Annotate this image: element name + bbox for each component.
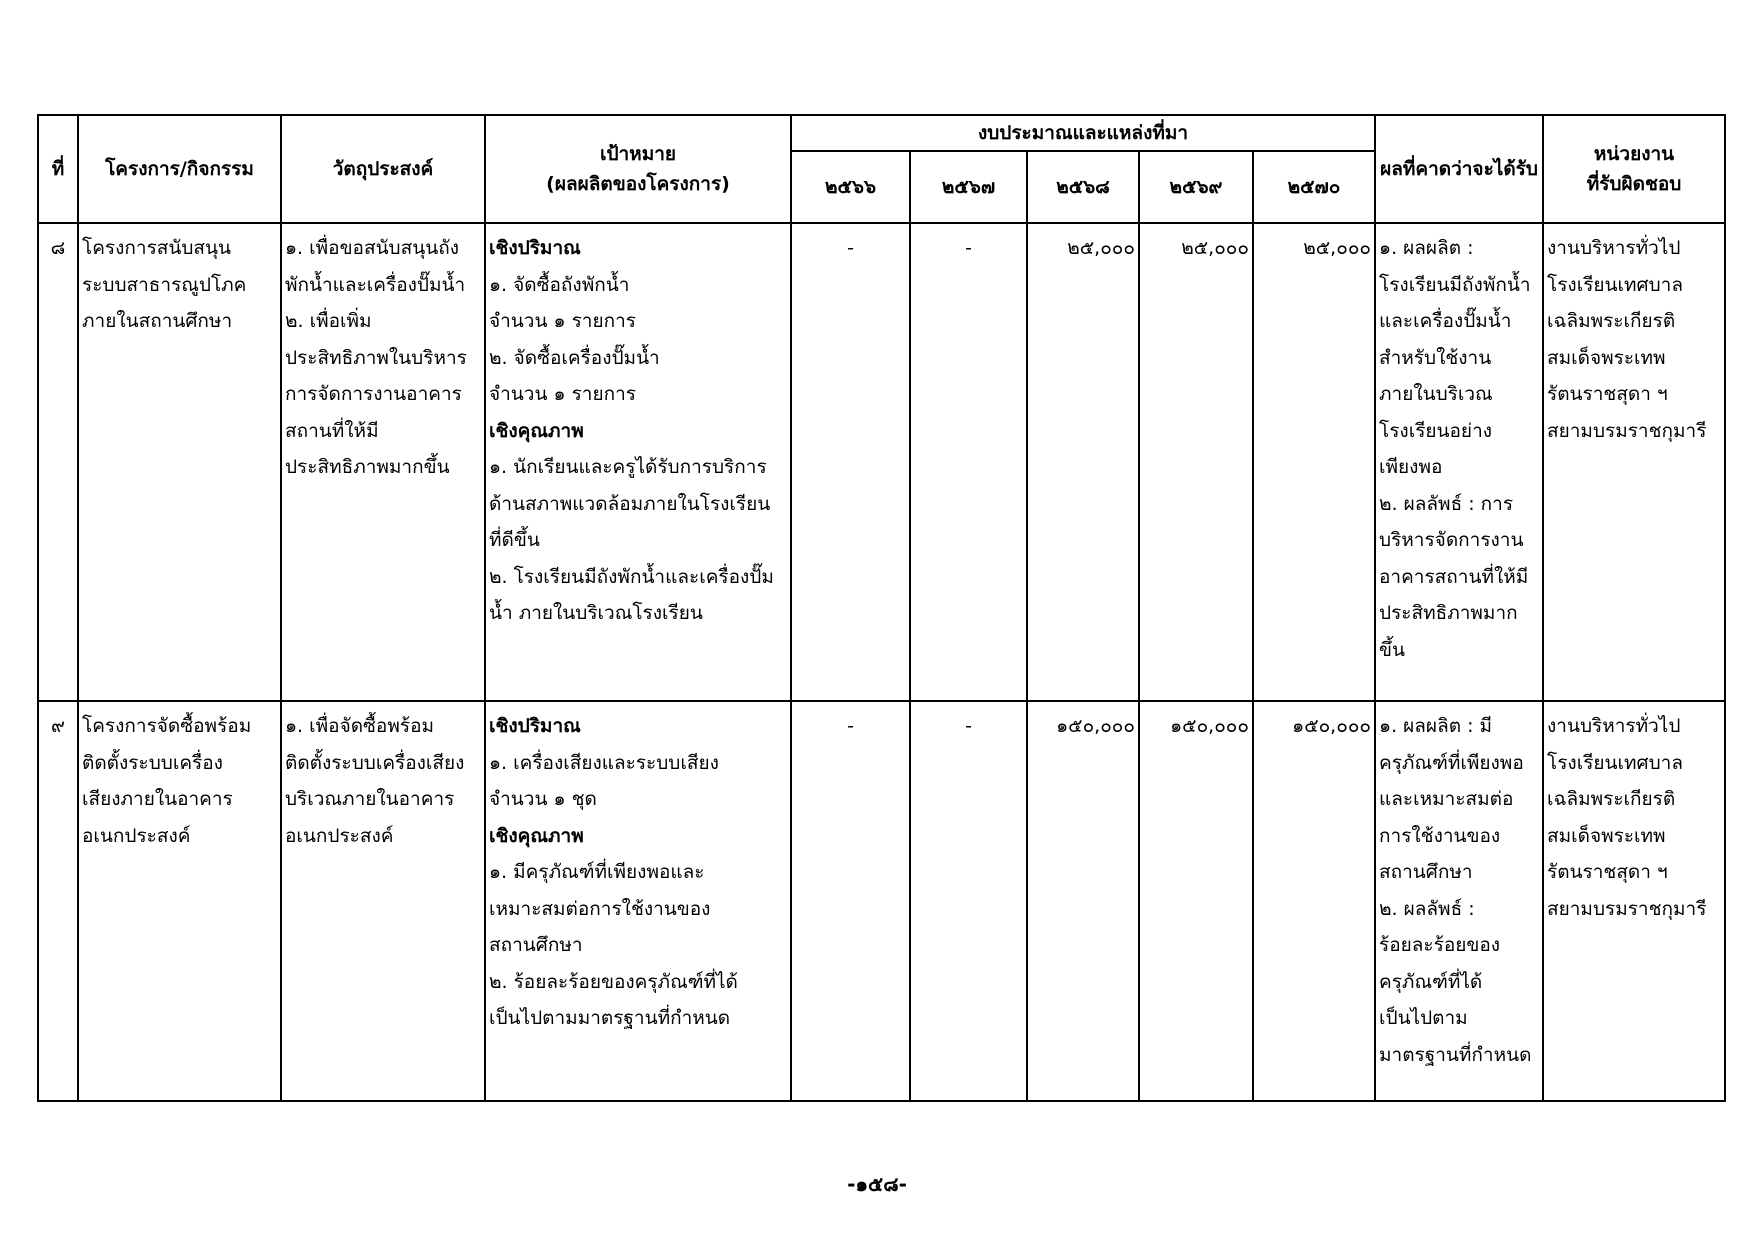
header-target-line2: (ผลผลิตของโครงการ) bbox=[546, 173, 730, 195]
header-unit-line1: หน่วยงาน bbox=[1593, 143, 1675, 165]
cell-line: อาคารสถานที่ให้มี bbox=[1379, 565, 1529, 588]
cell-line: ติดตั้งระบบเครื่องเสียง bbox=[285, 751, 465, 774]
cell-line: สถานที่ให้มี bbox=[285, 419, 379, 442]
cell-line: เชิงคุณภาพ bbox=[489, 419, 584, 442]
cell-line: ๒. เพื่อเพิ่ม bbox=[285, 310, 372, 332]
cell-line: สถานศึกษา bbox=[489, 934, 583, 956]
table-row bbox=[38, 223, 1725, 701]
cell-line: จำนวน ๑ รายการ bbox=[489, 310, 636, 332]
budget-cell: - bbox=[910, 223, 1027, 701]
cell-line: ประสิทธิภาพในบริหาร bbox=[285, 346, 467, 369]
target-cell bbox=[485, 701, 791, 1101]
cell-line: งานบริหารทั่วไป bbox=[1547, 715, 1681, 737]
cell-line: ๑. นักเรียนและครูได้รับการบริการ bbox=[489, 456, 767, 478]
cell-line: ภายในสถานศึกษา bbox=[82, 310, 233, 332]
cell-line: เสียงภายในอาคาร bbox=[82, 788, 233, 810]
cell-line: เฉลิมพระเกียรติ bbox=[1547, 310, 1676, 332]
page-number: -๑๕๘- bbox=[847, 1172, 907, 1196]
cell-line: จำนวน ๑ ชุด bbox=[489, 788, 597, 810]
cell-line: การจัดการงานอาคาร bbox=[285, 383, 462, 405]
row-number: ๘ bbox=[38, 223, 78, 701]
cell-line: ๑. เพื่อจัดซื้อพร้อม bbox=[285, 715, 435, 737]
header-unit bbox=[1543, 115, 1725, 223]
budget-cell: ๑๕๐,๐๐๐ bbox=[1027, 701, 1139, 1101]
cell-line: ประสิทธิภาพมากขึ้น bbox=[285, 456, 450, 478]
header-year: ๒๕๖๘ bbox=[1027, 151, 1139, 223]
cell-line: โครงการจัดซื้อพร้อม bbox=[82, 715, 252, 737]
cell-line: สยามบรมราชกุมารี bbox=[1547, 419, 1707, 442]
budget-cell: ๑๕๐,๐๐๐ bbox=[1253, 701, 1375, 1101]
cell-line: น้ำ ภายในบริเวณโรงเรียน bbox=[489, 602, 703, 624]
objective-cell bbox=[281, 223, 485, 701]
unit-cell bbox=[1543, 223, 1725, 701]
header-target bbox=[485, 115, 791, 223]
cell-line: ครุภัณฑ์ที่ได้ bbox=[1379, 970, 1483, 993]
cell-line: มาตรฐานที่กำหนด bbox=[1379, 1043, 1532, 1066]
cell-line: และเครื่องปั๊มน้ำ bbox=[1379, 310, 1512, 332]
cell-line: ติดตั้งระบบเครื่อง bbox=[82, 751, 223, 774]
cell-line: ด้านสภาพแวดล้อมภายในโรงเรียน bbox=[489, 492, 771, 515]
cell-line: โรงเรียนมีถังพักน้ำ bbox=[1379, 273, 1531, 296]
cell-line: สำหรับใช้งาน bbox=[1379, 346, 1492, 369]
target-cell bbox=[485, 223, 791, 701]
cell-line: เชิงคุณภาพ bbox=[489, 824, 584, 847]
header-year: ๒๕๗๐ bbox=[1253, 151, 1375, 223]
budget-cell: ๑๕๐,๐๐๐ bbox=[1139, 701, 1253, 1101]
cell-line: สมเด็จพระเทพ bbox=[1547, 824, 1666, 847]
budget-cell: ๒๕,๐๐๐ bbox=[1253, 223, 1375, 701]
cell-line: โรงเรียนเทศบาล bbox=[1547, 751, 1683, 774]
cell-line: โรงเรียนอย่าง bbox=[1379, 419, 1493, 442]
cell-line: ๑. เครื่องเสียงและระบบเสียง bbox=[489, 751, 719, 774]
cell-line: เพียงพอ bbox=[1379, 456, 1443, 478]
cell-line: ๑. ผลผลิต : มี bbox=[1379, 715, 1493, 737]
project-cell bbox=[78, 223, 281, 701]
header-row bbox=[38, 115, 1725, 151]
cell-line: โรงเรียนเทศบาล bbox=[1547, 273, 1683, 296]
cell-line: การใช้งานของ bbox=[1379, 824, 1501, 847]
cell-line: ๒. ผลลัพธ์ : bbox=[1379, 897, 1475, 920]
table-row bbox=[38, 701, 1725, 1101]
cell-line: ระบบสาธารณูปโภค bbox=[82, 273, 247, 296]
cell-line: ๑. มีครุภัณฑ์ที่เพียงพอและ bbox=[489, 861, 705, 883]
cell-line: อเนกประสงค์ bbox=[82, 824, 191, 847]
cell-line: ภายในบริเวณ bbox=[1379, 383, 1493, 405]
cell-line: สถานศึกษา bbox=[1379, 861, 1473, 883]
cell-line: สยามบรมราชกุมารี bbox=[1547, 897, 1707, 920]
budget-cell: - bbox=[910, 701, 1027, 1101]
cell-line: ครุภัณฑ์ที่เพียงพอ bbox=[1379, 751, 1524, 774]
expected-cell bbox=[1375, 223, 1543, 701]
cell-line: เหมาะสมต่อการใช้งานของ bbox=[489, 897, 711, 920]
budget-cell: ๒๕,๐๐๐ bbox=[1139, 223, 1253, 701]
cell-line: งานบริหารทั่วไป bbox=[1547, 237, 1681, 259]
cell-line: เชิงปริมาณ bbox=[489, 237, 581, 259]
cell-line: เป็นไปตามมาตรฐานที่กำหนด bbox=[489, 1007, 731, 1029]
header-target-line1: เป้าหมาย bbox=[599, 143, 677, 165]
cell-line: เป็นไปตาม bbox=[1379, 1007, 1468, 1029]
unit-cell bbox=[1543, 701, 1725, 1101]
header-year: ๒๕๖๙ bbox=[1139, 151, 1253, 223]
cell-line: พักน้ำและเครื่องปั๊มน้ำ bbox=[285, 273, 466, 296]
project-plan-table bbox=[37, 114, 1726, 1102]
project-cell bbox=[78, 701, 281, 1101]
header-year: ๒๕๖๗ bbox=[910, 151, 1027, 223]
cell-line: บริหารจัดการงาน bbox=[1379, 529, 1524, 551]
cell-line: ๒. จัดซื้อเครื่องปั๊มน้ำ bbox=[489, 346, 660, 369]
budget-cell: - bbox=[791, 223, 910, 701]
cell-line: สมเด็จพระเทพ bbox=[1547, 346, 1666, 369]
header-expected: ผลที่คาดว่าจะได้รับ bbox=[1375, 115, 1543, 223]
cell-line: ๑. จัดซื้อถังพักน้ำ bbox=[489, 273, 630, 296]
header-project: โครงการ/กิจกรรม bbox=[78, 115, 281, 223]
cell-line: ที่ดีขึ้น bbox=[489, 529, 540, 551]
cell-line: และเหมาะสมต่อ bbox=[1379, 788, 1514, 810]
cell-line: เฉลิมพระเกียรติ bbox=[1547, 788, 1676, 810]
cell-line: ๒. โรงเรียนมีถังพักน้ำและเครื่องปั๊ม bbox=[489, 565, 774, 588]
cell-line: รัตนราชสุดา ฯ bbox=[1547, 861, 1668, 883]
header-objective: วัตถุประสงค์ bbox=[281, 115, 485, 223]
cell-line: ๒. ผลลัพธ์ : การ bbox=[1379, 492, 1514, 515]
header-budget: งบประมาณและแหล่งที่มา bbox=[791, 115, 1375, 151]
cell-line: บริเวณภายในอาคาร bbox=[285, 788, 455, 810]
cell-line: ประสิทธิภาพมาก bbox=[1379, 602, 1518, 624]
cell-line: ขึ้น bbox=[1379, 638, 1405, 661]
cell-line: ๑. ผลผลิต : bbox=[1379, 237, 1474, 259]
budget-cell: - bbox=[791, 701, 910, 1101]
expected-cell bbox=[1375, 701, 1543, 1101]
cell-line: อเนกประสงค์ bbox=[285, 824, 394, 847]
header-year: ๒๕๖๖ bbox=[791, 151, 910, 223]
row-number: ๙ bbox=[38, 701, 78, 1101]
cell-line: จำนวน ๑ รายการ bbox=[489, 383, 636, 405]
header-no: ที่ bbox=[38, 115, 78, 223]
cell-line: โครงการสนับสนุน bbox=[82, 237, 231, 259]
cell-line: ๑. เพื่อขอสนับสนุนถัง bbox=[285, 237, 459, 259]
objective-cell bbox=[281, 701, 485, 1101]
budget-cell: ๒๕,๐๐๐ bbox=[1027, 223, 1139, 701]
cell-line: ร้อยละร้อยของ bbox=[1379, 934, 1501, 956]
cell-line: ๒. ร้อยละร้อยของครุภัณฑ์ที่ได้ bbox=[489, 970, 738, 993]
cell-line: รัตนราชสุดา ฯ bbox=[1547, 383, 1668, 405]
cell-line: เชิงปริมาณ bbox=[489, 715, 581, 737]
header-unit-line2: ที่รับผิดชอบ bbox=[1586, 173, 1682, 195]
